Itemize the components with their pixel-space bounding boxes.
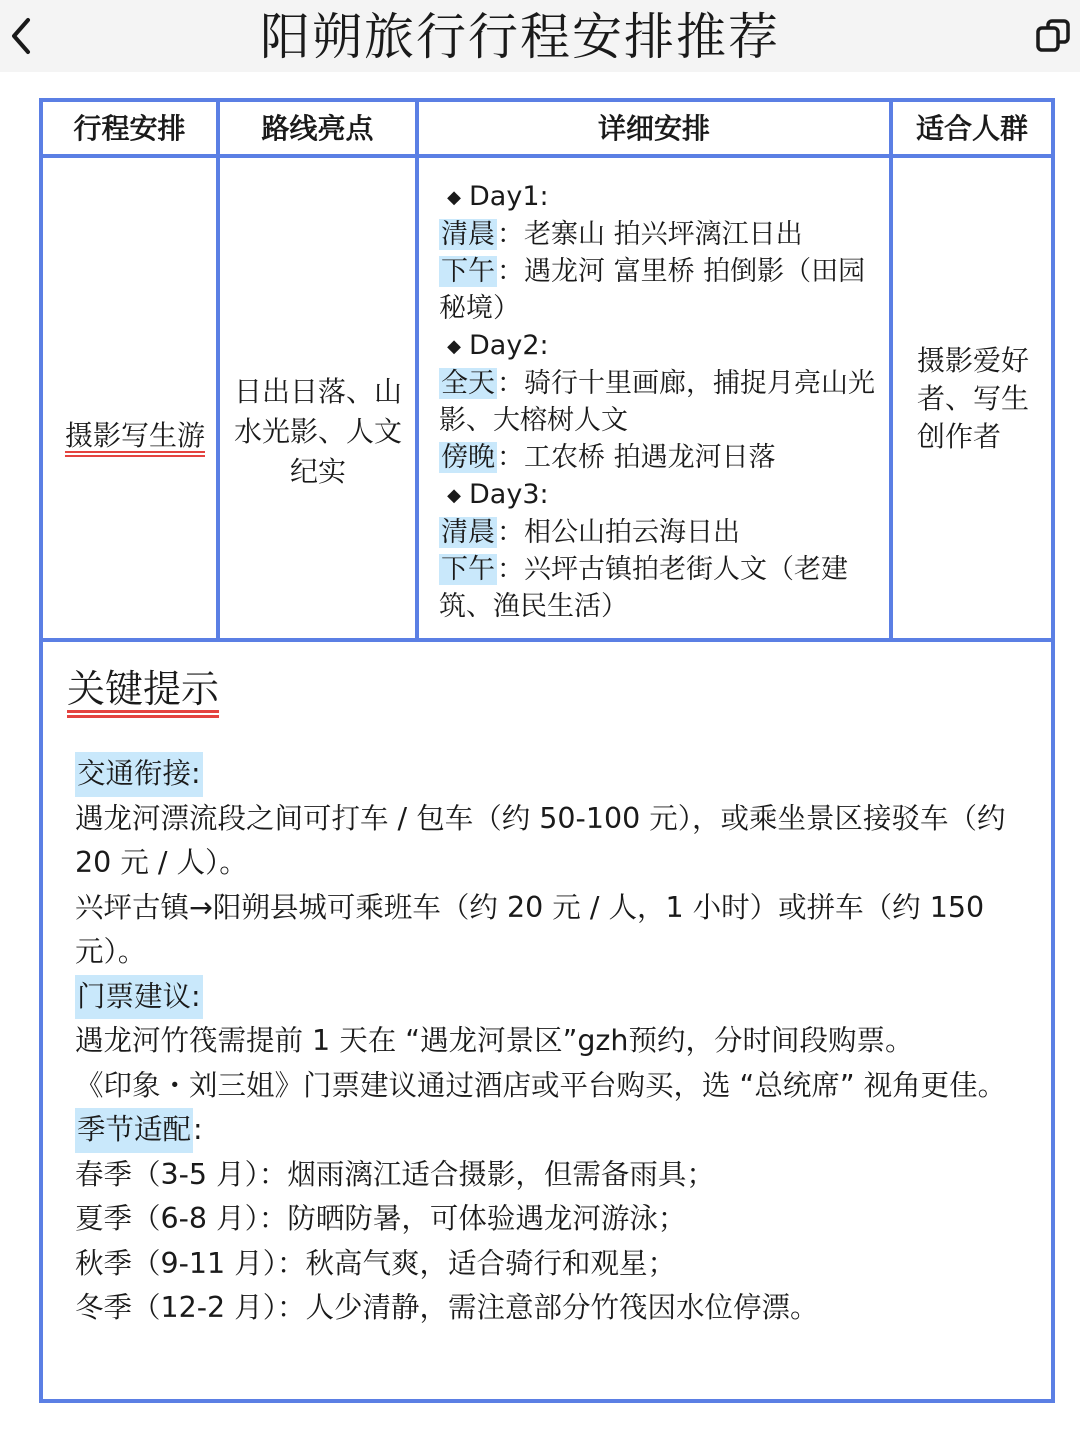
- col-divider-2: [415, 102, 419, 642]
- time-tag: 下午: [441, 554, 495, 585]
- col-divider-1: [216, 102, 220, 642]
- tips-paragraph: 兴坪古镇→阳朔县城可乘班车（约 20 元 / 人，1 小时）或拼车（约 150 元）。: [75, 890, 985, 968]
- trip-name: 摄影写生游: [64, 419, 205, 452]
- tips-paragraph: 秋季（9-11 月）：秋高气爽，适合骑行和观星；: [75, 1246, 676, 1280]
- schedule-item: 下午：遇龙河 富里桥 拍倒影（田园秘境）: [439, 256, 866, 324]
- page-title: 阳朔旅行行程安排推荐: [260, 8, 780, 66]
- header-details: 详细安排: [597, 112, 710, 145]
- target-audience: 摄影爱好者、写生创作者: [917, 344, 1030, 453]
- top-bar: [0, 0, 1080, 72]
- diamond-bullet-icon: ◆: [447, 187, 461, 208]
- chevron-left-icon: [4, 14, 44, 58]
- schedule-item: 清晨：老寨山 拍兴坪漓江日出: [441, 219, 803, 250]
- tips-body: [75, 752, 1045, 1331]
- tips-paragraph: 夏季（6-8 月）：防晒防暑，可体验遇龙河游泳；: [75, 1202, 687, 1235]
- schedule-item: 傍晚：工农桥 拍遇龙河日落: [441, 442, 776, 473]
- tips-paragraph: 遇龙河竹筏需提前 1 天在 “遇龙河景区”gzh预约，分时间段购票。: [75, 1024, 914, 1057]
- diamond-bullet-icon: ◆: [447, 336, 461, 357]
- itinerary-table: [39, 98, 1055, 1403]
- time-tag: 下午: [441, 256, 495, 287]
- diamond-bullet-icon: ◆: [447, 485, 461, 506]
- copy-icon: [1034, 16, 1074, 56]
- header-audience: 适合人群: [915, 112, 1028, 145]
- header-highlights: 路线亮点: [261, 112, 374, 145]
- time-tag: 全天: [441, 368, 495, 399]
- tips-heading: 交通衔接:: [75, 752, 1045, 797]
- tips-paragraph: 春季（3-5 月）：烟雨漓江适合摄影，但需备雨具；: [75, 1157, 715, 1191]
- tips-paragraph: 遇龙河漂流段之间可打车 / 包车（约 50-100 元），或乘坐景区接驳车（约 20 元 / 人）。: [75, 801, 1006, 879]
- copy-button[interactable]: [1034, 16, 1074, 56]
- tips-heading: 季节适配:: [75, 1108, 1045, 1153]
- schedule-item: 清晨：相公山拍云海日出: [441, 517, 740, 548]
- day-label: ◆ Day2:: [439, 327, 879, 365]
- day-label: ◆ Day3:: [439, 476, 879, 514]
- tips-title: 关键提示: [67, 667, 220, 711]
- route-highlights: 日出日落、山水光影、人文纪实: [233, 375, 402, 488]
- header-schedule: 行程安排: [73, 112, 186, 145]
- tips-paragraph: 冬季（12-2 月）：人少清静，需注意部分竹筏因水位停漂。: [75, 1291, 819, 1324]
- tips-paragraph: 《印象・刘三姐》门票建议通过酒店或平台购买，选 “总统席” 视角更佳。: [75, 1068, 1007, 1102]
- detail-schedule: [439, 178, 879, 625]
- tips-heading: 门票建议:: [75, 975, 1045, 1020]
- day-label: ◆ Day1:: [439, 178, 879, 216]
- schedule-item: 全天：骑行十里画廊，捕捉月亮山光影、大榕树人文: [439, 368, 875, 436]
- time-tag: 傍晚: [441, 442, 495, 473]
- col-divider-3: [889, 102, 893, 642]
- schedule-item: 下午：兴坪古镇拍老街人文（老建筑、渔民生活）: [439, 554, 848, 622]
- back-button[interactable]: [4, 14, 44, 58]
- row-divider: [43, 638, 1055, 642]
- time-tag: 清晨: [441, 219, 495, 250]
- time-tag: 清晨: [441, 517, 495, 548]
